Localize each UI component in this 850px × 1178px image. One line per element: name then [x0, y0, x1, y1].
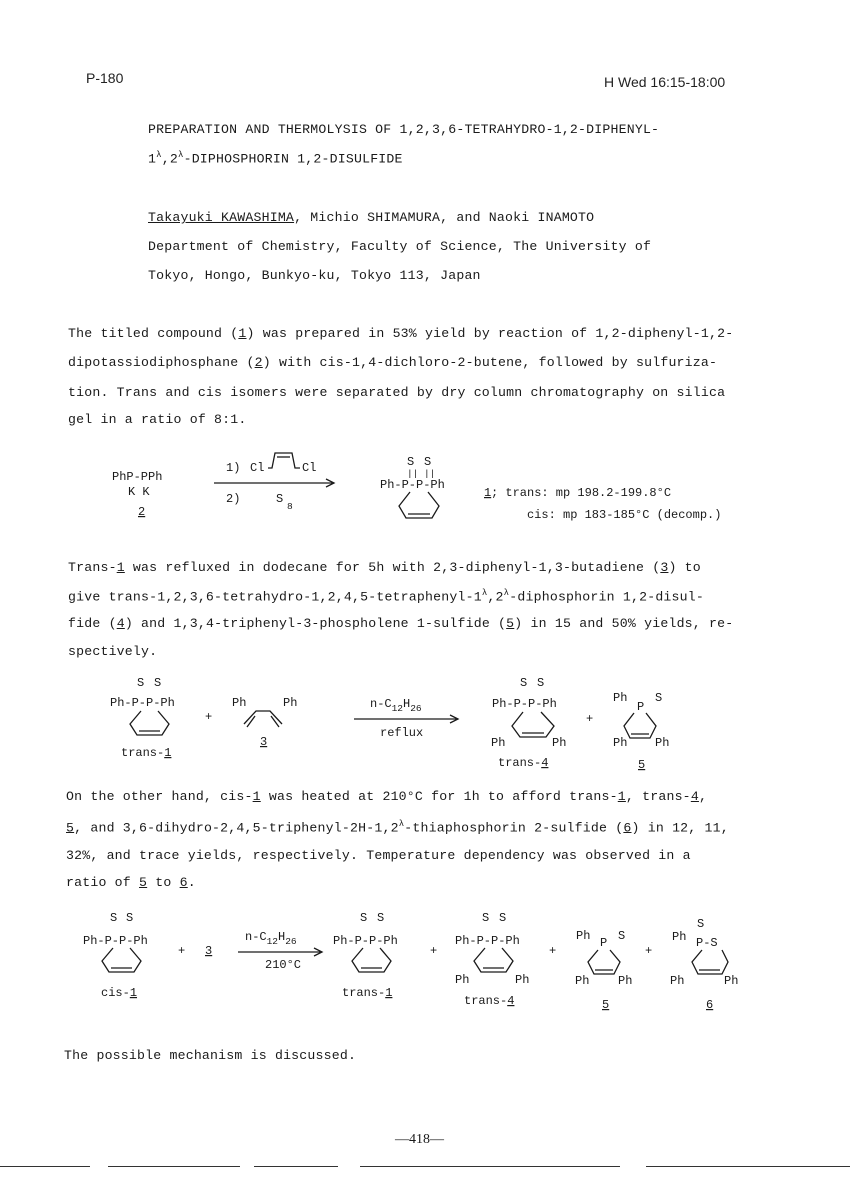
para2-line-3: fide (4) and 1,3,4-triphenyl-3-phospholene 1-sulfide (5) in 15 and 50% yields, re-	[68, 616, 734, 631]
footer-rule	[0, 1166, 90, 1167]
plus-sign: +	[178, 944, 186, 958]
para2-line-1: Trans-1 was refluxed in dodecane for 5h with 2,3-diphenyl-1,3-butadiene (3) to	[68, 560, 701, 575]
para1-line-3: tion. Trans and cis isomers were separated by dry column chromatography on silica	[68, 385, 726, 400]
paper-code: P-180	[86, 70, 124, 86]
sulfur-atom: S	[482, 911, 490, 925]
step-2-label: 2)	[226, 492, 241, 506]
title-line-2: $1^\lambda,2^\lambda$-DIPHOSPHORIN 1,2-DISULFIDE	[148, 150, 403, 167]
phenyl-group: Ph	[672, 930, 687, 944]
butadiene-double-bond	[271, 716, 279, 727]
compound-6-number: 6	[706, 998, 714, 1012]
trans-melting-point: ; trans: mp 198.2-199.8°C	[491, 486, 672, 500]
sulfur-atom: S	[520, 676, 528, 690]
phosphorus-atom: P	[600, 936, 608, 950]
sulfur-subscript: 8	[287, 501, 293, 512]
dichlorobutene-structure	[268, 453, 300, 468]
para3-line-1: On the other hand, cis-1 was heated at 210°C for 1h to afford trans-1, trans-4,	[66, 789, 708, 804]
session-time: H Wed 16:15-18:00	[604, 74, 726, 90]
para2-line-2: give trans-$1,2,3,6-tetrahydro-1,2,4,5-tetraphenyl-1^\lambda,2^\lambda$-diphosphorin 1,2-disul-	[68, 588, 704, 605]
trans-4-formula: Ph-P-P-Ph	[455, 934, 520, 948]
compound-5-number: 5	[602, 998, 610, 1012]
phenyl-group: Ph	[575, 974, 590, 988]
phenyl-group: Ph	[670, 974, 685, 988]
compound-3-number: 3	[260, 735, 268, 749]
scheme-1	[112, 453, 721, 522]
cis-melting-point: cis: mp 183-185°C (decomp.)	[527, 508, 722, 522]
sulfur-atom: S	[377, 911, 385, 925]
sulfur-atom: S	[137, 676, 145, 690]
sulfur-atom: S	[154, 676, 162, 690]
double-bond-1: ||	[407, 468, 419, 479]
trans-4-label: trans-4	[464, 994, 515, 1008]
phenyl-group: Ph	[283, 696, 298, 710]
thiaphosphorin-ring	[692, 950, 728, 974]
sulfur-atom: S	[655, 691, 663, 705]
para3-line-4: ratio of 5 to 6.	[66, 875, 196, 890]
reactant-2-potassium: K K	[128, 485, 150, 499]
trans-4-formula: Ph-P-P-Ph	[492, 697, 557, 711]
ring-structure	[102, 948, 141, 972]
phospholene-ring	[624, 713, 656, 738]
sulfur-atom: S	[697, 917, 705, 931]
phenyl-group: Ph	[491, 736, 506, 750]
ring-structure	[399, 492, 439, 518]
compound-5-number: 5	[638, 758, 646, 772]
cis-1-label: cis-1	[101, 986, 138, 1000]
ring-structure	[512, 712, 554, 737]
trans-1-formula: Ph-P-P-Ph	[333, 934, 398, 948]
cis-1-formula: Ph-P-P-Ph	[83, 934, 148, 948]
phenyl-group: Ph	[455, 973, 470, 987]
butadiene-double-bond	[247, 716, 255, 727]
sulfur-atom-1: S	[407, 455, 415, 469]
para3-line-3: 32%, and trace yields, respectively. Temperature dependency was observed in a	[66, 848, 691, 863]
sulfur-atom-2: S	[424, 455, 432, 469]
temperature-condition: 210°C	[265, 958, 302, 972]
footer-rule	[254, 1166, 338, 1167]
phosphorus-atom: P	[637, 700, 645, 714]
sulfur-atom: S	[618, 929, 626, 943]
ring-structure	[474, 948, 513, 972]
para3-line-2: 5, and $3,6-dihydro-2,4,5-triphenyl-2H-1,2^\lambda$-thiaphosphorin 2-sulfide (6) in 12, 11,	[66, 819, 729, 836]
affiliation-2: Tokyo, Hongo, Bunkyo-ku, Tokyo 113, Japan	[148, 268, 481, 283]
plus-sign: +	[549, 944, 557, 958]
phenyl-group: Ph	[515, 973, 530, 987]
para2-line-4: spectively.	[68, 644, 158, 659]
solvent-label: $n-C_{12}H_{26}$	[370, 697, 422, 714]
phospholene-ring	[588, 950, 620, 974]
trans-1-label: trans-1	[121, 746, 172, 760]
phenyl-group: Ph	[232, 696, 247, 710]
arrow-head	[314, 948, 322, 956]
page-number: —418—	[395, 1132, 444, 1147]
plus-sign: +	[430, 944, 438, 958]
ring-structure	[352, 948, 391, 972]
affiliation-1: Department of Chemistry, Faculty of Science, The University of	[148, 239, 652, 254]
phenyl-group: Ph	[724, 974, 739, 988]
arrow-head	[326, 479, 334, 487]
product-1-formula: Ph-P-P-Ph	[380, 478, 445, 492]
solvent-label: $n-C_{12}H_{26}$	[245, 930, 297, 947]
para1-line-1: The titled compound (1) was prepared in 53% yield by reaction of 1,2-diphenyl-1,2-	[68, 326, 734, 341]
compound-3-number: 3	[205, 944, 213, 958]
sulfur-atom: S	[499, 911, 507, 925]
sulfur-atom: S	[110, 911, 118, 925]
footer-rule	[108, 1166, 240, 1167]
phenyl-group: Ph	[618, 974, 633, 988]
scheme-2	[110, 676, 669, 772]
trans-4-label: trans-4	[498, 756, 549, 770]
double-bond-2: ||	[424, 468, 436, 479]
chloride-right: Cl	[302, 461, 317, 475]
phenyl-group: Ph	[613, 736, 628, 750]
phenyl-group: Ph	[552, 736, 567, 750]
plus-sign: +	[205, 710, 213, 724]
para1-line-2: dipotassiodiphosphane (2) with cis-1,4-dichloro-2-butene, followed by sulfuriza-	[68, 355, 718, 370]
title-line-1: PREPARATION AND THERMOLYSIS OF 1,2,3,6-TETRAHYDRO-1,2-DIPHENYL-	[148, 122, 660, 137]
trans-1-label: trans-1	[342, 986, 393, 1000]
scheme-3	[83, 911, 738, 1012]
footer-rule	[360, 1166, 620, 1167]
plus-sign: +	[645, 944, 653, 958]
footer-rule	[646, 1166, 850, 1167]
arrow-head	[450, 715, 458, 723]
presenting-author: Takayuki KAWASHIMA	[148, 210, 295, 225]
phenyl-group: Ph	[655, 736, 670, 750]
chloride-left: Cl	[250, 461, 265, 475]
phenyl-group: Ph	[613, 691, 628, 705]
thiaphosphorin-ps: P-S	[696, 936, 718, 950]
closing-sentence: The possible mechanism is discussed.	[64, 1048, 357, 1063]
sulfur-atom: S	[126, 911, 134, 925]
para1-line-4: gel in a ratio of 8:1.	[68, 412, 247, 427]
reactant-2-number: 2	[138, 505, 146, 519]
reactant-2-formula: PhP-PPh	[112, 470, 163, 484]
butadiene-structure	[244, 711, 282, 724]
sulfur-atom: S	[360, 911, 368, 925]
sulfur-atom: S	[537, 676, 545, 690]
ring-structure	[130, 711, 169, 735]
product-1-number: 1	[484, 486, 492, 500]
authors: Takayuki KAWASHIMA, Michio SHIMAMURA, and Naoki INAMOTO	[148, 210, 595, 225]
step-1-label: 1)	[226, 461, 241, 475]
sulfur-reagent: S	[276, 492, 284, 506]
reflux-condition: reflux	[380, 726, 424, 740]
plus-sign: +	[586, 712, 594, 726]
trans-1-formula: Ph-P-P-Ph	[110, 696, 175, 710]
phenyl-group: Ph	[576, 929, 591, 943]
